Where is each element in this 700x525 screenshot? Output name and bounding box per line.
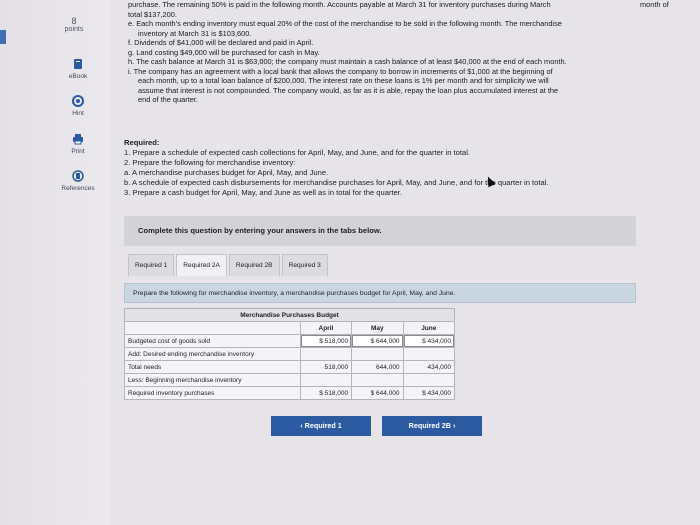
left-sidebar (0, 0, 110, 525)
column-header-april: April (300, 322, 351, 335)
tab-required-2a[interactable]: Required 2A (176, 254, 227, 276)
problem-line: purchase. The remaining 50% is paid in the following month. Accounts payable at March 31 for inventory purchases during March (128, 0, 551, 9)
required-section (124, 138, 684, 198)
table-row (125, 387, 455, 400)
question-marker (0, 30, 6, 44)
merchandise-purchases-budget (124, 308, 455, 400)
points-value: 8 (71, 16, 77, 26)
problem-text (128, 0, 680, 105)
row-label: Required inventory purchases (125, 387, 301, 400)
tab-required-1[interactable]: Required 1 (128, 254, 174, 276)
chevron-left-icon: ‹ (300, 421, 303, 430)
chevron-right-icon: › (452, 421, 456, 430)
budget-title: Merchandise Purchases Budget (125, 309, 455, 322)
required-purchases-may: $ 644,000 (352, 387, 403, 400)
ebook-label: eBook (68, 73, 88, 80)
problem-line: i. The company has an agreement with a local bank that allows the company to borrow in increments of $1,000 at the beginning of (128, 66, 553, 76)
points-indicator (54, 16, 94, 33)
required-item: 3. Prepare a cash budget for April, May, and June as well as in total for the quarter. (124, 188, 403, 197)
book-icon (72, 58, 84, 70)
row-label: Total needs (125, 361, 301, 374)
row-label: Less: Beginning merchandise inventory (125, 374, 301, 387)
total-needs-april: 518,000 (300, 361, 351, 374)
required-purchases-june: $ 434,000 (403, 387, 454, 400)
references-icon (72, 170, 84, 182)
references-button[interactable] (56, 170, 100, 192)
header-blank (125, 322, 301, 335)
problem-line: h. The cash balance at March 31 is $63,000; the company must maintain a cash balance of at least $40,000 at the end of each month. (128, 57, 567, 66)
cogs-june-input[interactable]: $ 434,000 (403, 335, 454, 348)
row-label: Add: Desired ending merchandise inventory (125, 348, 301, 361)
required-item: a. A merchandise purchases budget for April, May, and June. (124, 168, 329, 177)
column-header-may: May (352, 322, 403, 335)
required-heading: Required: (124, 138, 160, 147)
printer-icon (72, 133, 84, 145)
print-label: Print (71, 148, 85, 155)
problem-line: total $137,200. (128, 9, 177, 19)
table-row (125, 335, 455, 348)
tab-required-3[interactable]: Required 3 (282, 254, 328, 276)
tab-required-2b[interactable]: Required 2B (229, 254, 280, 276)
problem-line: each month, up to a total loan balance of $200,000. The interest rate on these loans is 1% per month and for simplicity we will (138, 76, 549, 85)
beginning-inventory-may-input[interactable] (352, 374, 403, 387)
column-header-june: June (403, 322, 454, 335)
total-needs-june: 434,000 (403, 361, 454, 374)
required-item: b. A schedule of expected cash disbursements for merchandise purchases for April, May, and June, and for the quarter in total. (124, 178, 549, 187)
required-purchases-april: $ 518,000 (300, 387, 351, 400)
problem-line: end of the quarter. (138, 95, 198, 104)
table-row (125, 348, 455, 361)
row-label: Budgeted cost of goods sold (125, 335, 301, 348)
required-item: 2. Prepare the following for merchandise inventory: (124, 158, 296, 167)
problem-line: f. Dividends of $41,000 will be declared and paid in April. (128, 38, 314, 47)
complete-instruction-bar (124, 216, 636, 246)
ebook-button[interactable] (56, 58, 100, 80)
cogs-may-input[interactable]: $ 644,000 (352, 335, 403, 348)
next-required-2b-button[interactable] (382, 416, 482, 436)
tab-instruction (124, 283, 636, 303)
table-row (125, 361, 455, 374)
prev-required-1-button[interactable] (271, 416, 371, 436)
total-needs-may: 644,000 (352, 361, 403, 374)
complete-text: Complete this question by entering your answers in the tabs below. (138, 226, 382, 235)
hint-icon (72, 95, 84, 107)
hint-label: Hint (72, 110, 84, 117)
next-button-label: Required 2B (408, 421, 451, 430)
beginning-inventory-june-input[interactable] (403, 374, 454, 387)
beginning-inventory-april-input[interactable] (300, 374, 351, 387)
ending-inventory-may-input[interactable] (352, 348, 403, 361)
hint-button[interactable] (56, 95, 100, 117)
print-button[interactable] (56, 133, 100, 155)
ending-inventory-june-input[interactable] (403, 348, 454, 361)
instruction-text: Prepare the following for merchandise inventory, a merchandise purchases budget for April, May, and June. (133, 290, 456, 297)
ending-inventory-april-input[interactable] (300, 348, 351, 361)
required-item: 1. Prepare a schedule of expected cash collections for April, May, and June, and for the quarter in total. (124, 148, 470, 157)
problem-line: assume that interest is not compounded. The company would, as far as it is able, repay the loan plus accumulated interest at the (138, 85, 559, 95)
prev-button-label: Required 1 (304, 421, 342, 430)
problem-line: g. Land costing $49,000 will be purchased for cash in May. (128, 47, 320, 57)
problem-line: inventory at March 31 is $103,600. (138, 28, 252, 38)
table-row (125, 374, 455, 387)
references-label: References (61, 185, 95, 192)
top-right-fragment: month of (640, 0, 669, 9)
problem-line: e. Each month's ending inventory must equal 20% of the cost of the merchandise to be sold in the following month. The merchandise (128, 19, 562, 28)
cogs-april-input[interactable]: $ 518,000 (300, 335, 351, 348)
answer-tabs (128, 254, 330, 276)
points-label: points (64, 26, 84, 33)
